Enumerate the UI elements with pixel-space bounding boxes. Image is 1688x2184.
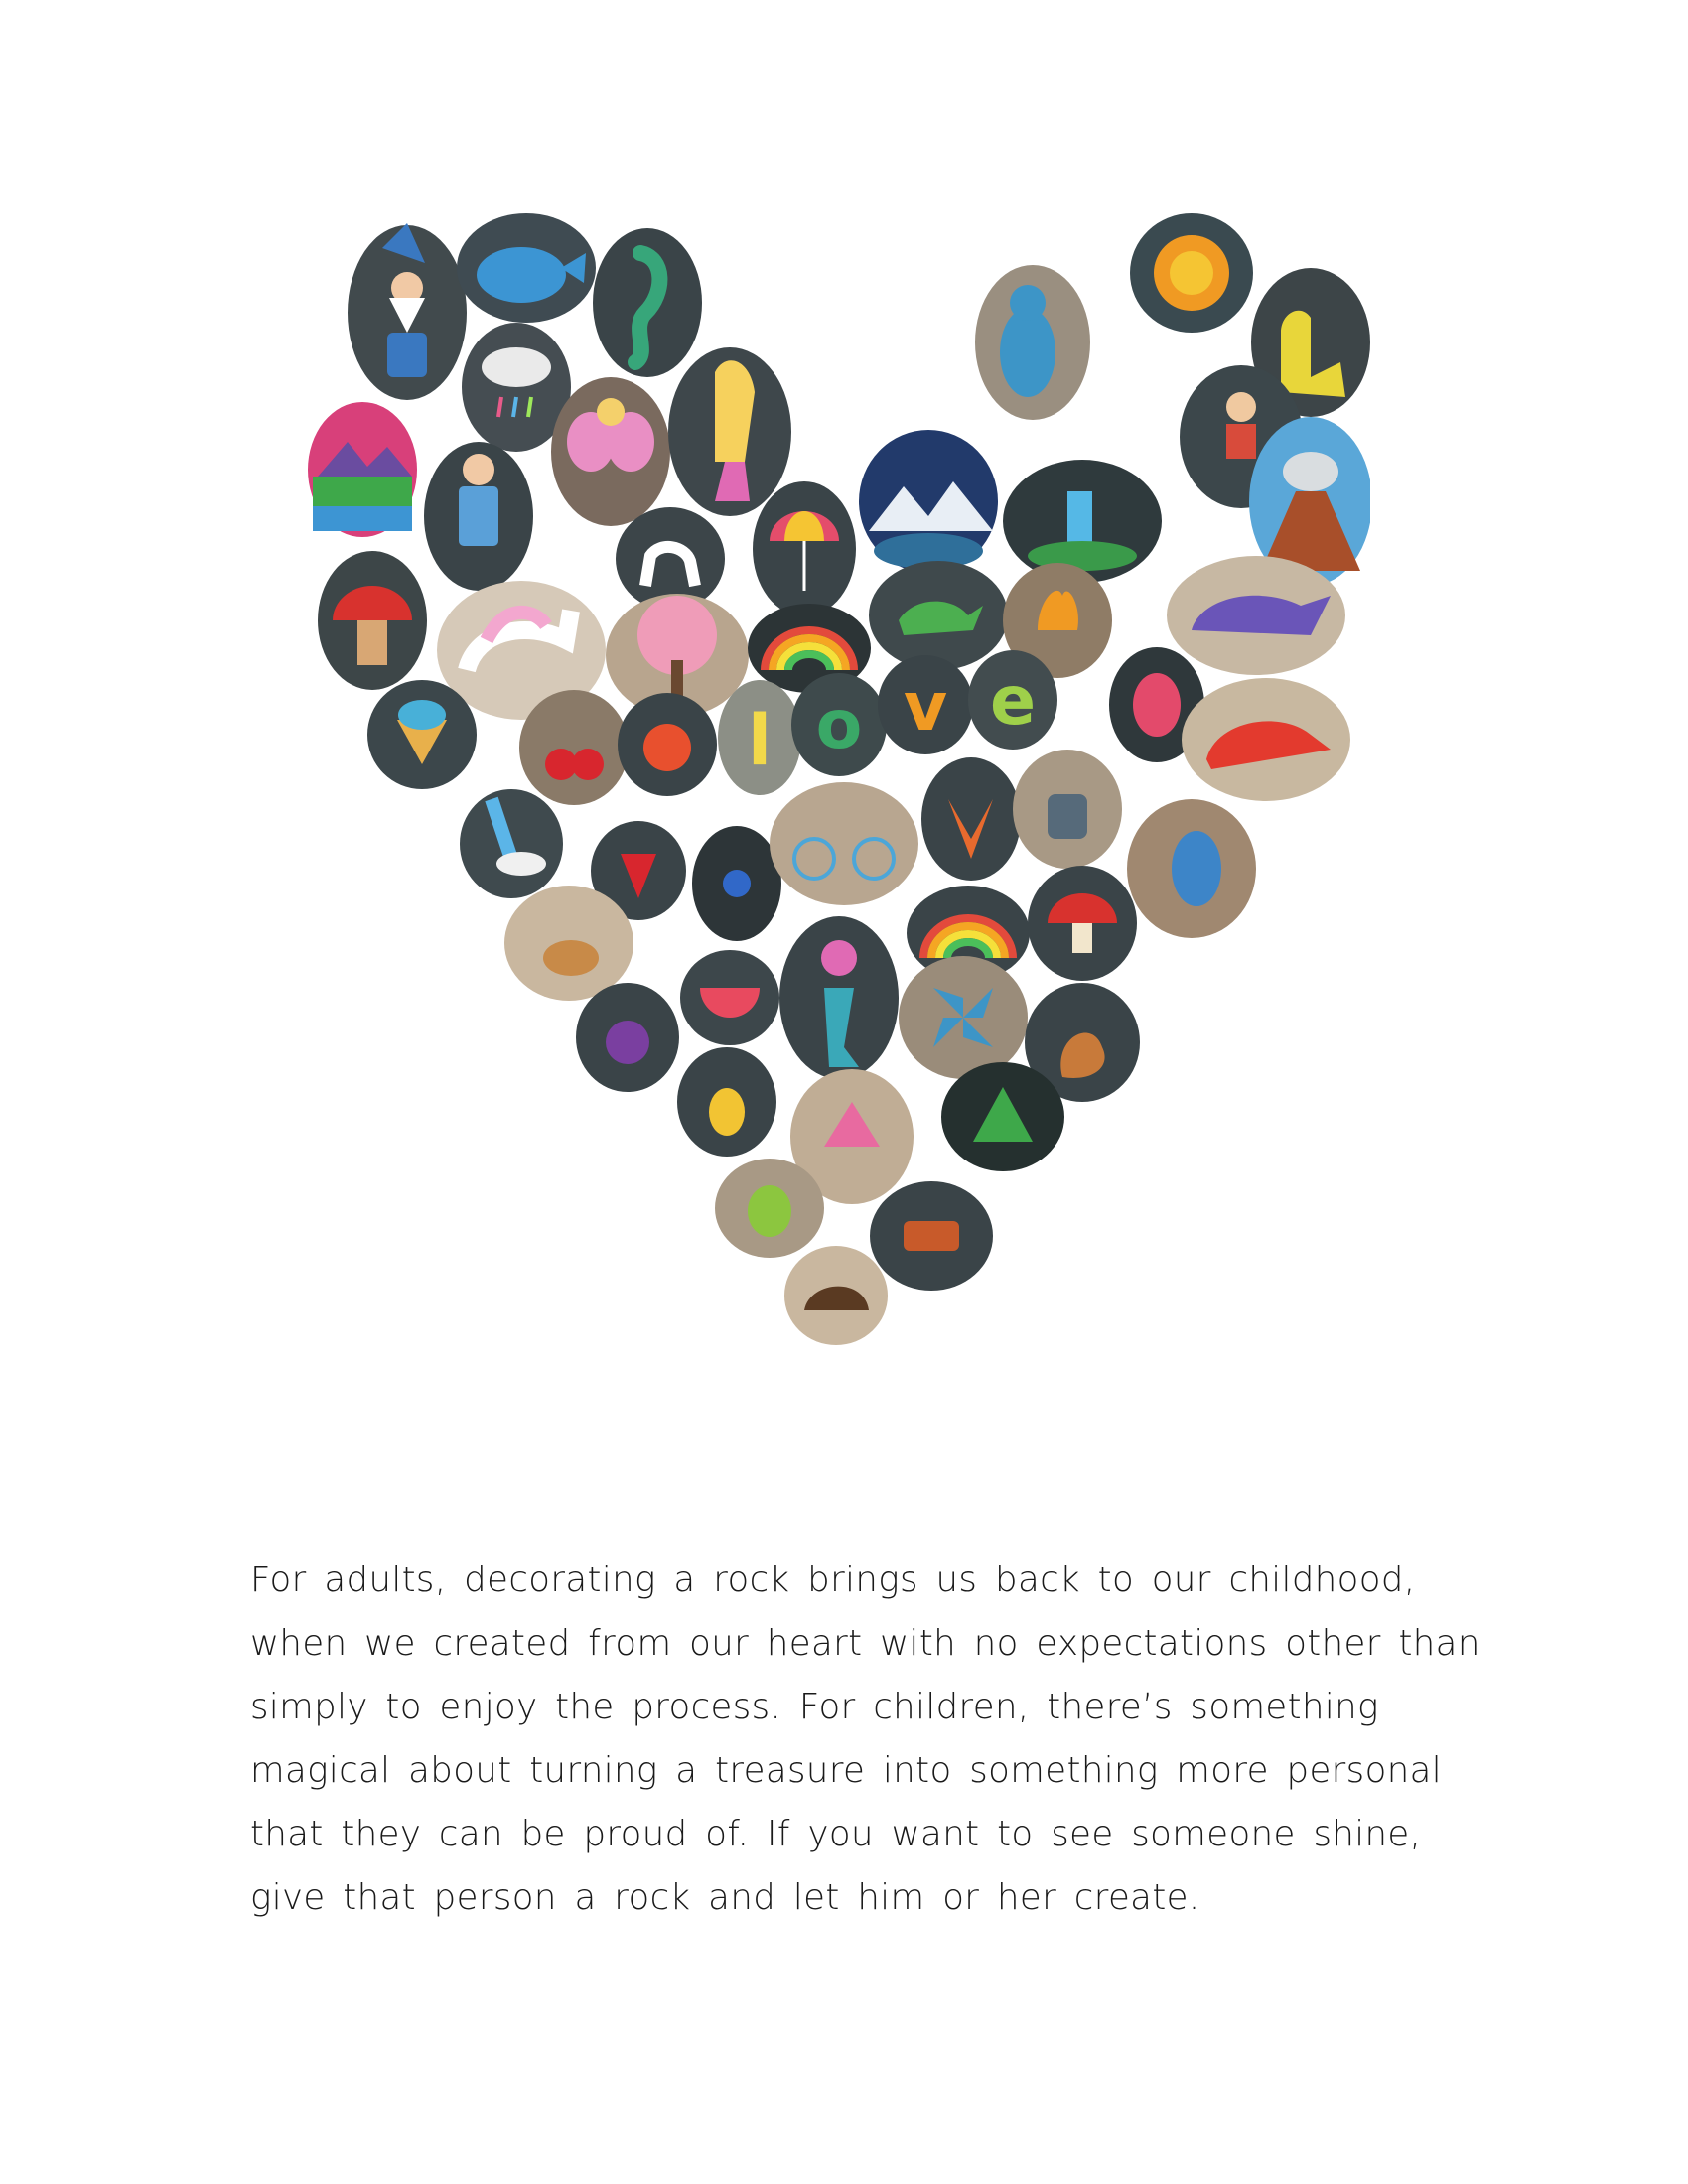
- rock-watermelon: [680, 950, 779, 1045]
- rock-mermaid-pink: [779, 916, 899, 1079]
- rock-pear: [715, 1159, 824, 1258]
- rock-wizard: [348, 223, 467, 400]
- rock-umbrella: [753, 481, 856, 616]
- rock-flower-blue: [692, 826, 781, 941]
- rock-dino-green: [869, 561, 1008, 670]
- body-line: simply to enjoy the process. For children, there’s something: [250, 1687, 1379, 1727]
- rock-whale: [457, 213, 596, 323]
- love-letter-v: v: [903, 668, 948, 747]
- body-line: give that person a rock and let him or her create.: [250, 1877, 1200, 1918]
- rock-rainbow-cloud: [460, 789, 563, 898]
- rock-cat-gray: [1013, 750, 1122, 869]
- rock-fox: [921, 757, 1021, 881]
- rock-waterfall: [1003, 460, 1162, 583]
- rock-stegosaurus: [1182, 678, 1350, 801]
- rock-hedgehog: [784, 1246, 888, 1345]
- rock-deer: [504, 886, 633, 1001]
- rock-prince: [424, 442, 533, 591]
- love-letter-l: l: [748, 700, 772, 781]
- body-line: magical about turning a treasure into something more personal: [250, 1750, 1443, 1791]
- rock-letter-o: [791, 673, 887, 776]
- rock-mushroom: [1028, 866, 1137, 981]
- painted-rocks-heart-photo: [308, 204, 1370, 1370]
- rock-owl: [1127, 799, 1256, 938]
- rock-seahorse: [593, 228, 702, 377]
- rock-sun: [1130, 213, 1253, 333]
- body-line: when we created from our heart with no expectations other than: [250, 1623, 1480, 1664]
- rock-dragon: [975, 265, 1090, 420]
- rock-letter-l: [718, 680, 801, 795]
- rock-bicycle: [770, 782, 918, 905]
- rock-triceratops: [1167, 556, 1345, 675]
- rock-mountain-scene: [308, 402, 417, 537]
- rock-cherries: [519, 690, 629, 805]
- rock-pinwheel: [899, 956, 1028, 1079]
- love-letter-e: e: [989, 662, 1037, 741]
- love-letter-o: o: [815, 686, 863, 764]
- rock-apple: [618, 693, 717, 796]
- rock-fairy: [551, 377, 670, 526]
- rock-ice-cream: [367, 680, 477, 789]
- rock-mountains-night: [859, 430, 998, 573]
- rock-tent-night: [941, 1062, 1064, 1171]
- body-line: that they can be proud of. If you want to see someone shine,: [250, 1814, 1422, 1854]
- rock-pineapple: [677, 1047, 776, 1157]
- rock-mushroom-house: [318, 551, 427, 690]
- rock-mermaid-blonde: [668, 347, 791, 516]
- body-paragraph: [250, 1549, 1480, 1930]
- rock-letter-e: [968, 650, 1057, 750]
- rock-grapes: [576, 983, 679, 1092]
- rock-campfire-pot: [870, 1181, 993, 1291]
- rock-letter-v: [878, 655, 973, 754]
- body-line: For adults, decorating a rock brings us back to our childhood,: [250, 1560, 1416, 1600]
